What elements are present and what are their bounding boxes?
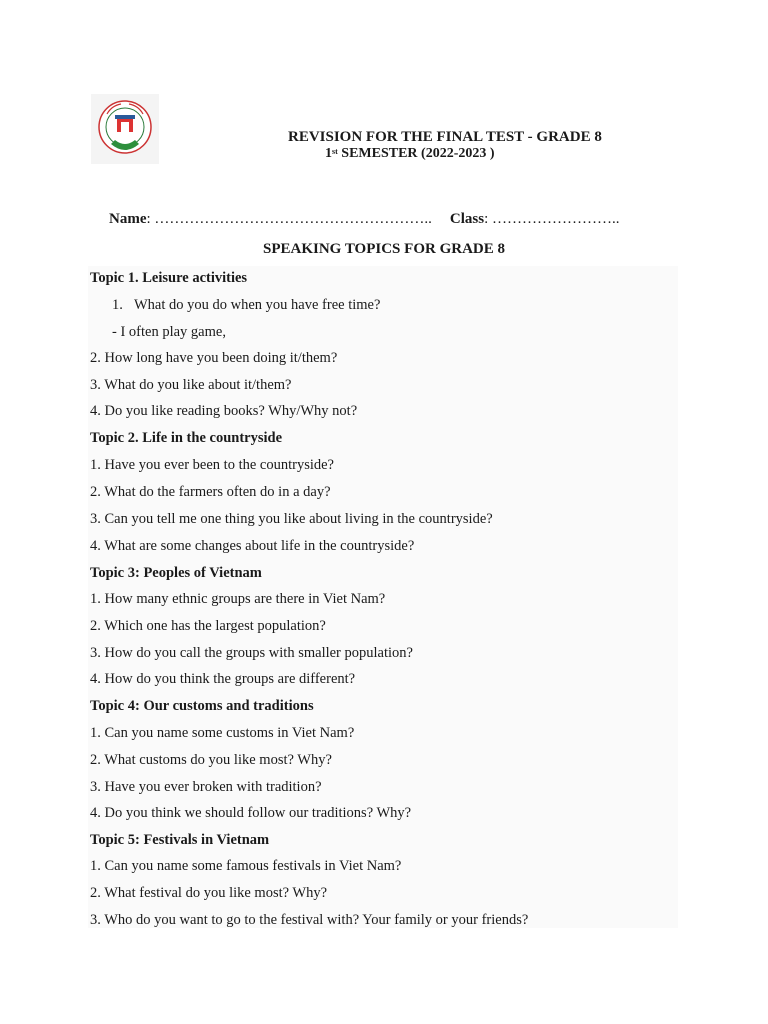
list-item: 4. How do you think the groups are different?	[90, 671, 356, 687]
list-item-text: What do you do when you have free time?	[134, 297, 381, 313]
list-item: 2. What customs do you like most? Why?	[90, 752, 332, 768]
class-label: Class	[449, 211, 485, 227]
list-item: 2. What festival do you like most? Why?	[90, 885, 328, 901]
topic-title: Topic 4: Our customs and traditions	[90, 698, 314, 714]
topic-title: Topic 5: Festivals in Vietnam	[90, 832, 270, 848]
list-item: 2. Which one has the largest population?	[90, 618, 326, 634]
answer-item: - I often play game,	[112, 324, 226, 340]
name-field[interactable]: : ………………………………………………..	[146, 211, 432, 227]
list-item: 4. Do you like reading books? Why/Why not?	[90, 403, 358, 419]
list-item: 1. Can you name some famous festivals in Viet Nam?	[90, 858, 402, 874]
semester-ordinal: st	[332, 147, 338, 156]
school-logo-icon	[91, 94, 159, 164]
list-item: 3. What do you like about it/them?	[90, 377, 292, 393]
list-item: 1. How many ethnic groups are there in Viet Nam?	[90, 591, 386, 607]
list-item: 2. What do the farmers often do in a day?	[90, 484, 331, 500]
document-title	[240, 128, 660, 162]
list-item: 3. Who do you want to go to the festival with? Your family or your friends?	[90, 912, 529, 928]
list-item: 1. Have you ever been to the countryside?	[90, 457, 334, 473]
class-field[interactable]: : ……………………..	[484, 211, 620, 227]
topic-title: Topic 1. Leisure activities	[90, 270, 248, 286]
title-line-2	[325, 146, 660, 162]
list-item: 4. What are some changes about life in the countryside?	[90, 538, 415, 554]
topic-title: Topic 3: Peoples of Vietnam	[90, 565, 262, 581]
list-item: 3. Can you tell me one thing you like about living in the countryside?	[90, 511, 493, 527]
section-heading: SPEAKING TOPICS FOR GRADE 8	[263, 241, 505, 257]
list-item: 2. How long have you been doing it/them?	[90, 350, 338, 366]
name-label: Name	[109, 211, 147, 227]
list-item: 1. Can you name some customs in Viet Nam?	[90, 725, 355, 741]
semester-text: SEMESTER (2022-2023 )	[337, 146, 495, 161]
title-line-1: REVISION FOR THE FINAL TEST - GRADE 8	[288, 129, 602, 145]
list-item: 3. Have you ever broken with tradition?	[90, 779, 322, 795]
topic-title: Topic 2. Life in the countryside	[90, 430, 283, 446]
list-item: 3. How do you call the groups with smaller population?	[90, 645, 413, 661]
semester-number: 1	[325, 146, 332, 161]
topics-list	[88, 266, 678, 928]
list-item-number: 1.	[112, 297, 123, 313]
name-class-row	[109, 211, 620, 228]
list-item	[112, 296, 380, 314]
list-item: 4. Do you think we should follow our traditions? Why?	[90, 805, 412, 821]
